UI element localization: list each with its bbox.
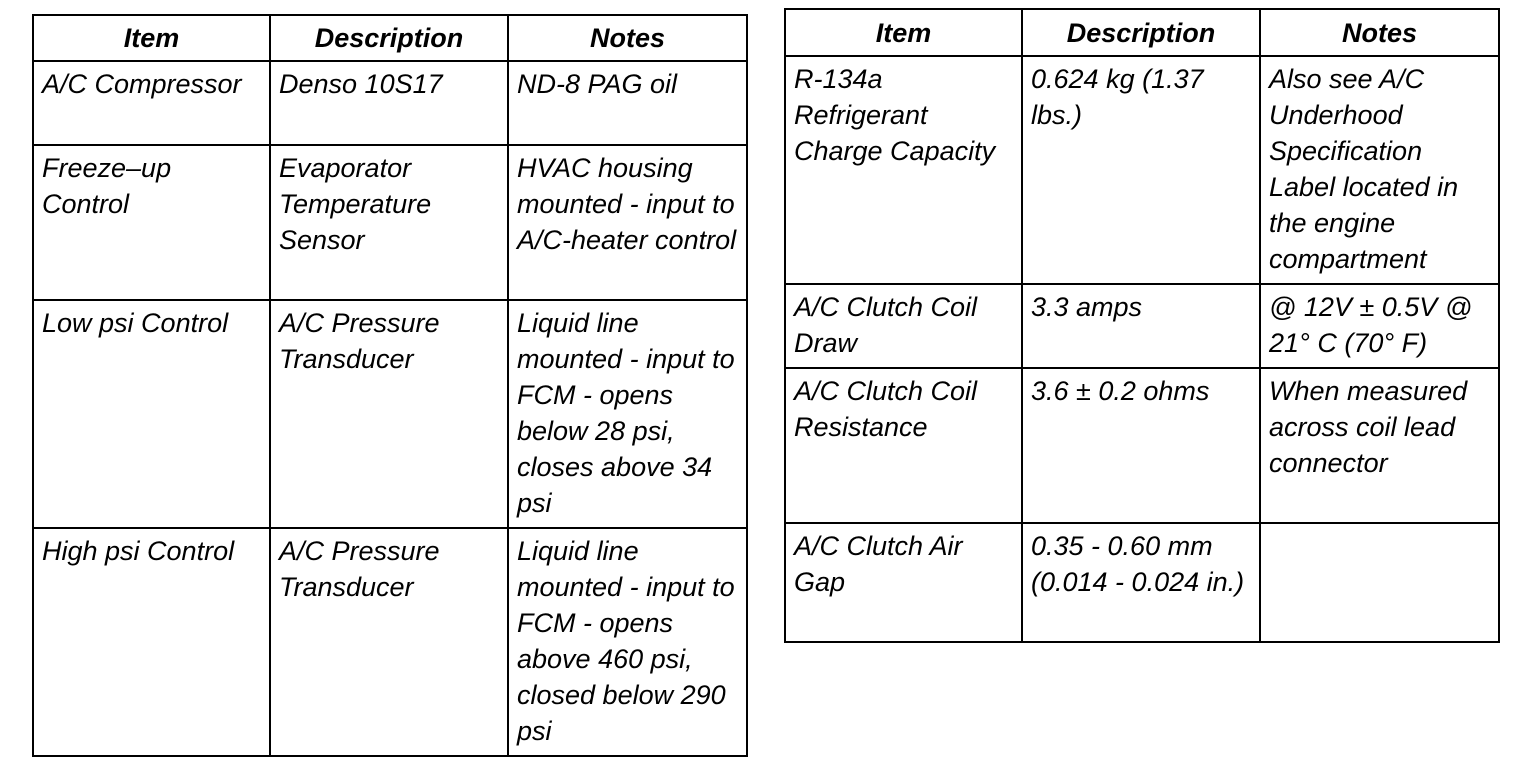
cell-description: Evaporator Temperature Sensor xyxy=(270,145,508,300)
cell-item: A/C Clutch Air Gap xyxy=(785,523,1022,642)
cell-notes xyxy=(1260,523,1499,642)
table-row xyxy=(785,523,1499,642)
header-description: Description xyxy=(270,15,508,61)
cell-item: A/C Compressor xyxy=(33,61,270,145)
cell-description: 0.624 kg (1.37 lbs.) xyxy=(1022,56,1260,284)
table-row xyxy=(33,61,747,145)
table-row xyxy=(33,528,747,756)
cell-item: R-134a Refrigerant Charge Capacity xyxy=(785,56,1022,284)
cell-notes: HVAC housing mounted - input to A/C-heater control xyxy=(508,145,747,300)
table-header-row xyxy=(785,9,1499,56)
table-header-row xyxy=(33,15,747,61)
cell-description: A/C Pressure Transducer xyxy=(270,300,508,528)
cell-item: A/C Clutch Coil Draw xyxy=(785,284,1022,368)
cell-notes: @ 12V ± 0.5V @ 21° C (70° F) xyxy=(1260,284,1499,368)
right-spec-table xyxy=(784,8,1500,643)
cell-notes: Also see A/C Underhood Specification Label located in the engine compartment xyxy=(1260,56,1499,284)
cell-notes: Liquid line mounted - input to FCM - opens above 460 psi, closed below 290 psi xyxy=(508,528,747,756)
cell-item: A/C Clutch Coil Resistance xyxy=(785,368,1022,523)
left-spec-table xyxy=(32,14,748,757)
cell-notes: When measured across coil lead connector xyxy=(1260,368,1499,523)
cell-description: 0.35 - 0.60 mm (0.014 - 0.024 in.) xyxy=(1022,523,1260,642)
table-row xyxy=(785,368,1499,523)
cell-description: A/C Pressure Transducer xyxy=(270,528,508,756)
header-item: Item xyxy=(785,9,1022,56)
cell-item: High psi Control xyxy=(33,528,270,756)
table-row xyxy=(33,300,747,528)
header-notes: Notes xyxy=(1260,9,1499,56)
table-row xyxy=(33,145,747,300)
header-description: Description xyxy=(1022,9,1260,56)
header-notes: Notes xyxy=(508,15,747,61)
cell-description: Denso 10S17 xyxy=(270,61,508,145)
cell-description: 3.6 ± 0.2 ohms xyxy=(1022,368,1260,523)
cell-notes: Liquid line mounted - input to FCM - opens below 28 psi, closes above 34 psi xyxy=(508,300,747,528)
table-row xyxy=(785,56,1499,284)
cell-item: Freeze–up Control xyxy=(33,145,270,300)
header-item: Item xyxy=(33,15,270,61)
cell-item: Low psi Control xyxy=(33,300,270,528)
cell-description: 3.3 amps xyxy=(1022,284,1260,368)
table-row xyxy=(785,284,1499,368)
cell-notes: ND-8 PAG oil xyxy=(508,61,747,145)
